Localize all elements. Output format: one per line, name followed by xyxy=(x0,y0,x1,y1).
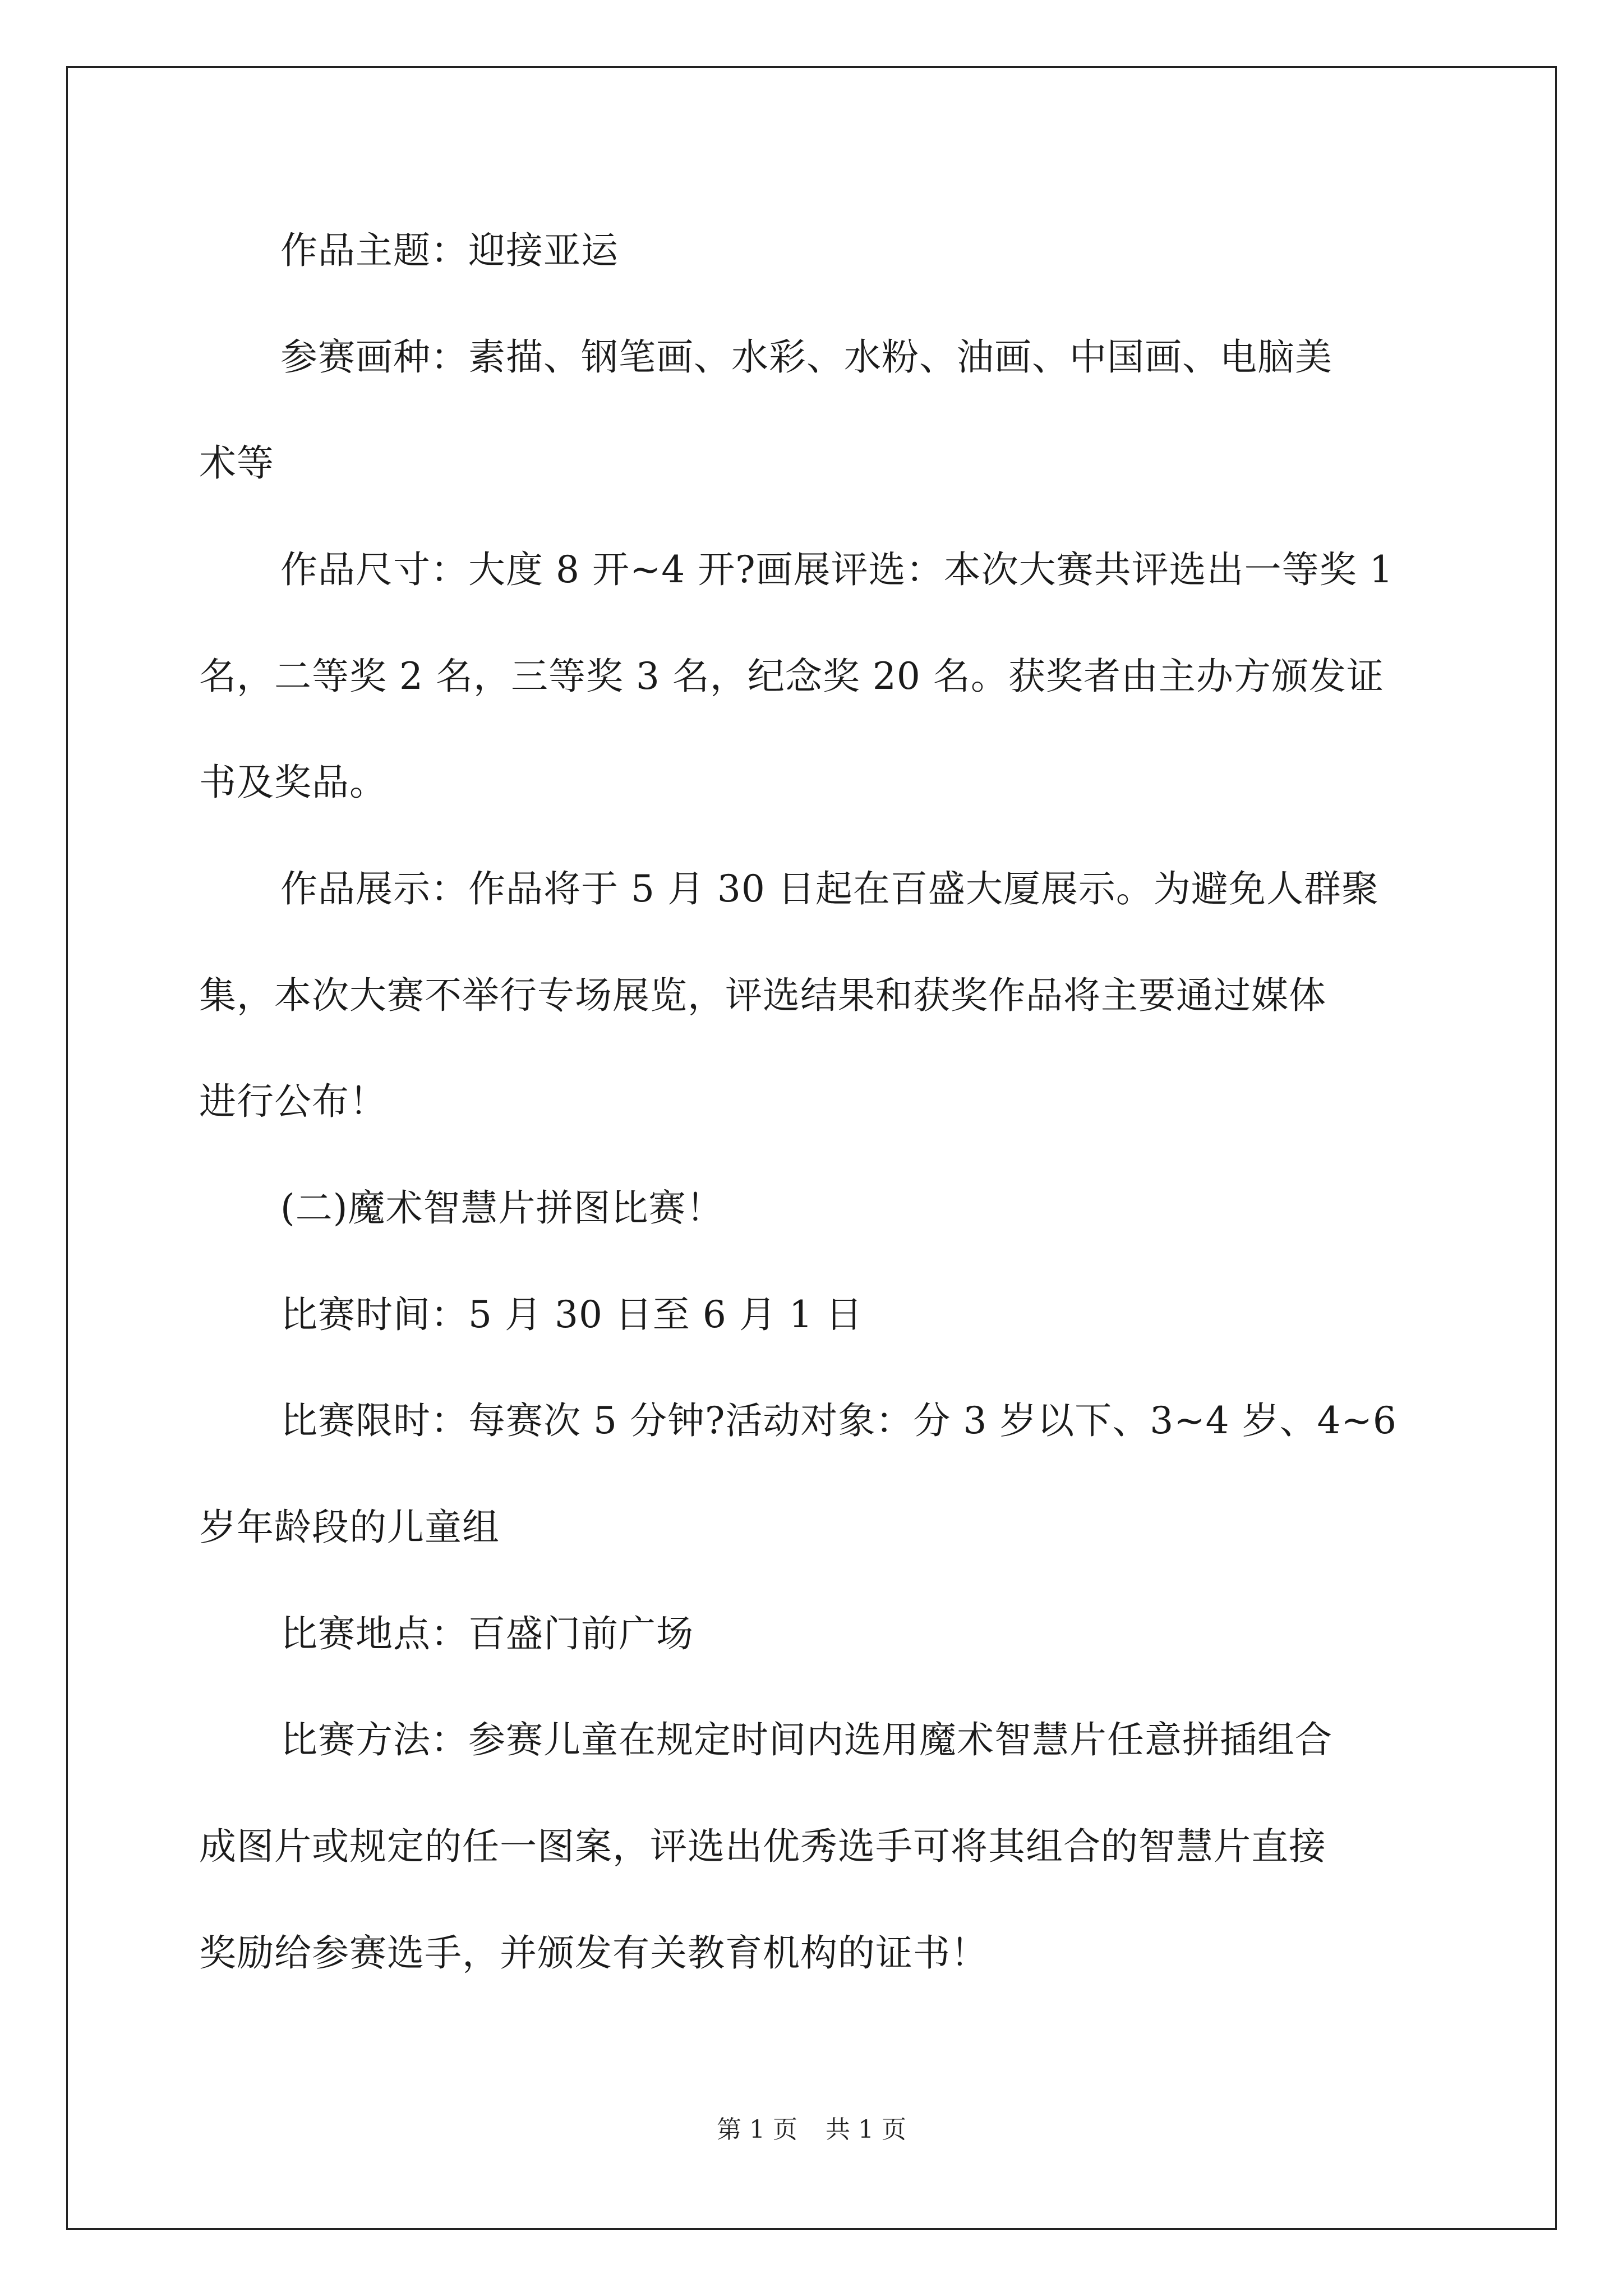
paragraph-line: 作品展示：作品将于 5 月 30 日起在百盛大厦展示。为避免人群聚 xyxy=(280,867,1379,910)
paragraph-line: 作品主题：迎接亚运 xyxy=(280,229,619,272)
paragraph-line: 参赛画种：素描、钢笔画、水彩、水粉、油画、中国画、电脑美 xyxy=(280,335,1332,379)
paragraph-line: 书及奖品。 xyxy=(199,761,387,804)
paragraph-line: 比赛方法：参赛儿童在规定时间内选用魔术智慧片任意拼插组合 xyxy=(280,1718,1332,1761)
paragraph-line: 岁年龄段的儿童组 xyxy=(199,1506,500,1549)
paragraph-line: 比赛限时：每赛次 5 分钟?活动对象：分 3 岁以下、3~4 岁、4~6 xyxy=(280,1399,1397,1442)
paragraph-line: 比赛时间：5 月 30 日至 6 月 1 日 xyxy=(280,1293,863,1336)
page-total: 共 1 页 xyxy=(826,2115,906,2144)
paragraph-line: 集，本次大赛不举行专场展览，评选结果和获奖作品将主要通过媒体 xyxy=(199,974,1326,1017)
paragraph-line: 比赛地点：百盛门前广场 xyxy=(280,1612,694,1655)
page-number: 第 1 页 xyxy=(717,2115,797,2144)
paragraph-line: 术等 xyxy=(199,441,274,485)
paragraph-line: 进行公布！ xyxy=(199,1080,387,1123)
page-footer xyxy=(0,2115,1623,2144)
paragraph-line: 奖励给参赛选手，并颁发有关教育机构的证书！ xyxy=(199,1931,988,1975)
paragraph-line: 作品尺寸：大度 8 开~4 开?画展评选：本次大赛共评选出一等奖 1 xyxy=(280,548,1394,591)
paragraph-line: 成图片或规定的任一图案，评选出优秀选手可将其组合的智慧片直接 xyxy=(199,1825,1326,1868)
paragraph-line: (二)魔术智慧片拼图比赛！ xyxy=(280,1186,724,1230)
paragraph-line: 名，二等奖 2 名，三等奖 3 名，纪念奖 20 名。获奖者由主办方颁发证 xyxy=(199,655,1384,698)
